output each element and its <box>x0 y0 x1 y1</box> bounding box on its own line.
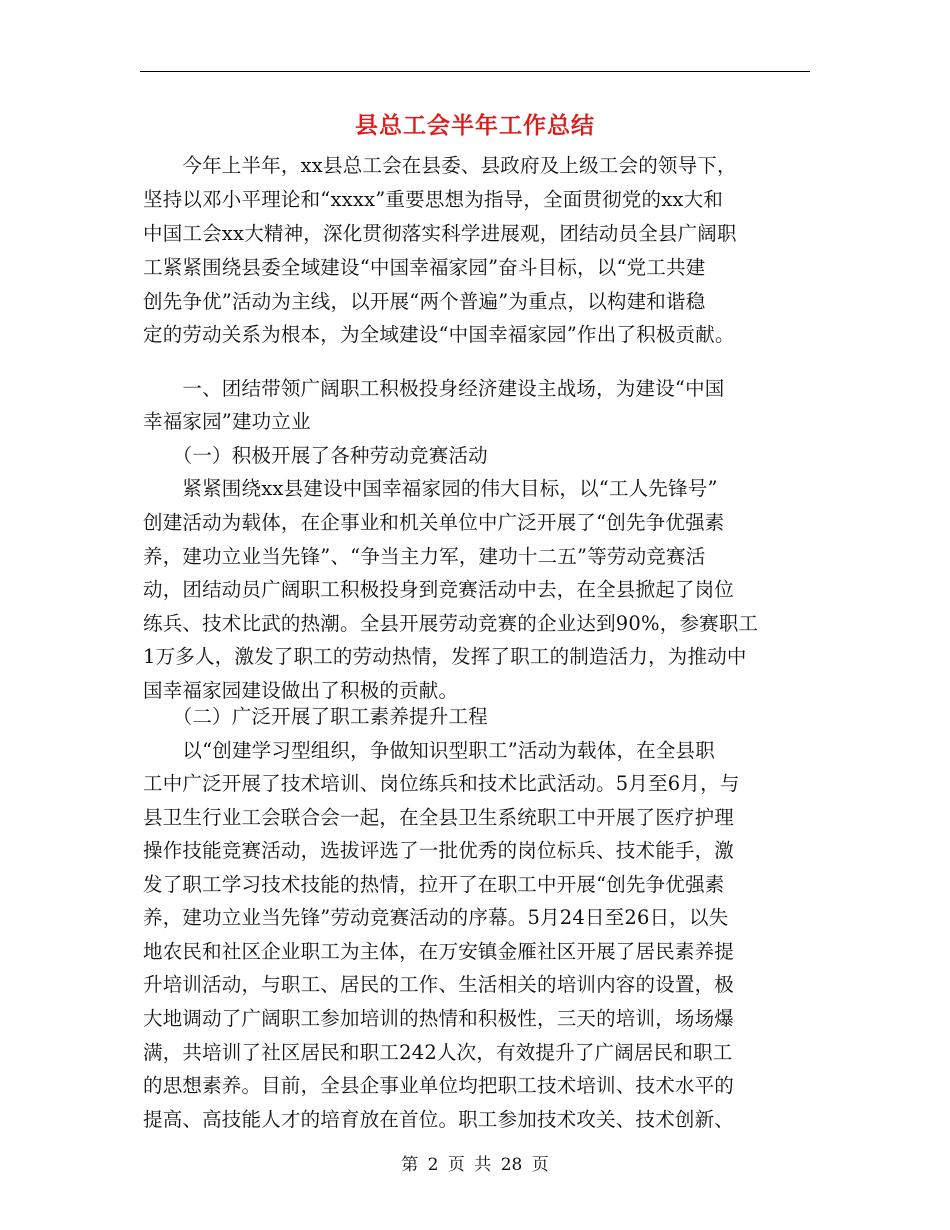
body-line: 工中广泛开展了技术培训、岗位练兵和技术比武活动。5月至6月，与 <box>143 772 740 795</box>
body-line: 提高、高技能人才的培育放在首位。职工参加技术攻关、技术创新、 <box>143 1108 735 1131</box>
body-line: 练兵、技术比武的热潮。全县开展劳动竞赛的企业达到90%，参赛职工 <box>143 612 759 635</box>
body-line: 养，建功立业当先锋”劳动竞赛活动的序幕。5月24日至26日，以失 <box>143 906 729 929</box>
body-line: 今年上半年，xx县总工会在县委、县政府及上级工会的领导下， <box>143 154 737 177</box>
body-line: 创先争优”活动为主线，以开展“两个普遍”为重点，以构建和谐稳 <box>143 290 706 313</box>
body-line: 满，共培训了社区居民和职工242人次，有效提升了广阔居民和职工 <box>143 1041 733 1064</box>
body-line: 发了职工学习技术技能的热情，拉开了在职工中开展“创先争优强素 <box>143 873 725 896</box>
header-rule <box>140 71 810 72</box>
body-line: 工紧紧围绕县委全域建设“中国幸福家园”奋斗目标，以“党工共建 <box>143 256 706 279</box>
body-line: 国幸福家园建设做出了积极的贡献。 <box>143 679 459 702</box>
body-line: 操作技能竞赛活动，选拔评选了一批优秀的岗位标兵、技术能手，激 <box>143 839 735 862</box>
body-line: 养，建功立业当先锋”、“争当主力军，建功十二五”等劳动竞赛活 <box>143 545 706 568</box>
body-line: 升培训活动，与职工、居民的工作、生活相关的培训内容的设置，极 <box>143 973 735 996</box>
body-line: 动，团结动员广阔职工积极投身到竞赛活动中去，在全县掀起了岗位 <box>143 578 735 601</box>
body-line: 中国工会xx大精神，深化贯彻落实科学进展观，团结动员全县广阔职 <box>143 222 737 245</box>
subsection-heading: （一）积极开展了各种劳动竞赛活动 <box>143 444 488 467</box>
body-line: 1万多人，激发了职工的劳动热情，发挥了职工的制造活力，为推动中 <box>143 645 747 668</box>
section-heading: 幸福家园”建功立业 <box>143 410 311 433</box>
document-title: 县总工会半年工作总结 <box>355 112 595 139</box>
body-line: 紧紧围绕xx县建设中国幸福家园的伟大目标，以“工人先锋号” <box>143 477 718 500</box>
body-line: 大地调动了广阔职工参加培训的热情和积极性，三天的培训，场场爆 <box>143 1007 735 1030</box>
section-heading: 一、团结带领广阔职工积极投身经济建设主战场，为建设“中国 <box>143 377 725 400</box>
page-number-footer: 第 2 页 共 28 页 <box>401 1155 549 1175</box>
body-line: 县卫生行业工会联合会一起，在全县卫生系统职工中开展了医疗护理 <box>143 806 735 829</box>
body-line: 地农民和社区企业职工为主体，在万安镇金雁社区开展了居民素养提 <box>143 940 735 963</box>
body-line: 创建活动为载体，在企事业和机关单位中广泛开展了“创先争优强素 <box>143 511 725 534</box>
body-line: 以“创建学习型组织，争做知识型职工”活动为载体，在全县职 <box>143 739 715 762</box>
subsection-heading: （二）广泛开展了职工素养提升工程 <box>143 705 488 728</box>
body-line: 定的劳动关系为根本，为全域建设“中国幸福家园”作出了积极贡献。 <box>143 323 735 346</box>
body-line: 的思想素养。目前，全县企事业单位均把职工技术培训、技术水平的 <box>143 1074 735 1097</box>
body-line: 坚持以邓小平理论和“xxxx”重要思想为指导，全面贯彻党的xx大和 <box>143 188 724 211</box>
